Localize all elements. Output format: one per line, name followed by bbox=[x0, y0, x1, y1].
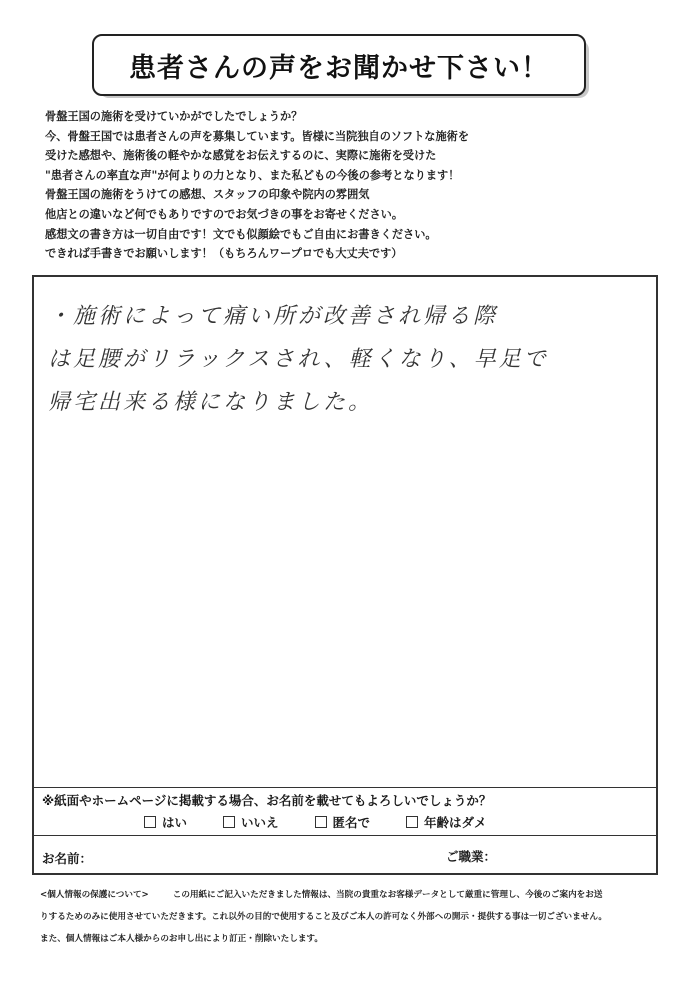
comment-line: ・施術によって痛い所が改善され帰る際 bbox=[48, 304, 499, 329]
option-no-label: いいえ bbox=[241, 815, 279, 830]
intro-line: 骨盤王国の施術を受けていかがでしたでしょうか？ bbox=[45, 110, 303, 123]
page-title: 患者さんの声をお聞かせ下さい！ bbox=[92, 34, 586, 96]
privacy-line-3: また、個人情報はご本人様からのお申し出により訂正・削除いたします。 bbox=[40, 934, 323, 944]
privacy-text-1: この用紙にご記入いただきました情報は、当院の貴重なお客様データとして厳重に管理し、今後のご案内をお送 bbox=[172, 890, 603, 900]
comment-area[interactable] bbox=[34, 277, 656, 788]
intro-line: できれば手書きでお願いします！（もちろんワープロでも大丈夫です） bbox=[45, 247, 403, 261]
intro-line: 受けた感想や、施術後の軽やかな感覚をお伝えするのに、実際に施術を受けた bbox=[45, 149, 437, 163]
job-label: ご職業： bbox=[446, 849, 497, 864]
consent-question: ※紙面やホームページに掲載する場合、お名前を載せてもよろしいでしょうか？ bbox=[42, 793, 492, 808]
option-yes-label: はい bbox=[162, 815, 188, 830]
privacy-notice bbox=[40, 884, 680, 950]
checkbox-no-age[interactable] bbox=[406, 816, 418, 828]
comment-line: 帰宅出来る様になりました。 bbox=[48, 390, 374, 415]
checkbox-yes[interactable] bbox=[144, 816, 156, 828]
intro-line: 今、骨盤王国では患者さんの声を募集しています。皆様に当院独自のソフトな施術を bbox=[45, 129, 470, 143]
option-no[interactable] bbox=[223, 813, 279, 831]
intro-line: 感想文の書き方は一切自由です！文でも似顔絵でもご自由にお書きください。 bbox=[45, 227, 437, 241]
option-anonymous[interactable] bbox=[315, 813, 371, 831]
intro-line: "患者さんの率直な声"が何よりの力となり、また私どもの今後の参考となります！ bbox=[45, 168, 460, 182]
survey-form bbox=[32, 275, 658, 875]
privacy-line-1 bbox=[40, 884, 680, 906]
option-anonymous-label: 匿名で bbox=[332, 815, 371, 830]
checkbox-anonymous[interactable] bbox=[315, 816, 327, 828]
handwritten-comment bbox=[48, 295, 638, 424]
intro-line: 他店との違いなど何でもありですのでお気づきの事をお寄せください。 bbox=[45, 207, 404, 221]
consent-options bbox=[144, 813, 487, 831]
name-job-row bbox=[34, 835, 656, 873]
option-no-age-label: 年齢はダメ bbox=[424, 815, 487, 830]
intro-line: 骨盤王国の施術をうけての感想、スタッフの印象や院内の雰囲気 bbox=[45, 188, 370, 202]
comment-line: は足腰がリラックスされ、軽くなり、早足で bbox=[48, 347, 549, 372]
option-yes[interactable] bbox=[144, 813, 187, 831]
name-field[interactable] bbox=[104, 843, 428, 869]
option-no-age[interactable] bbox=[406, 813, 487, 831]
privacy-heading: <個人情報の保護について> bbox=[40, 890, 149, 900]
checkbox-no[interactable] bbox=[223, 816, 235, 828]
job-field[interactable] bbox=[518, 841, 652, 867]
consent-section bbox=[34, 787, 656, 836]
privacy-line-2: りするためのみに使用させていただきます。これ以外の目的で使用すること及びご本人の許可なく外部への開示・提供する事は一切ございません。 bbox=[40, 912, 608, 922]
name-label: お名前： bbox=[42, 851, 93, 866]
intro-text bbox=[45, 107, 665, 264]
